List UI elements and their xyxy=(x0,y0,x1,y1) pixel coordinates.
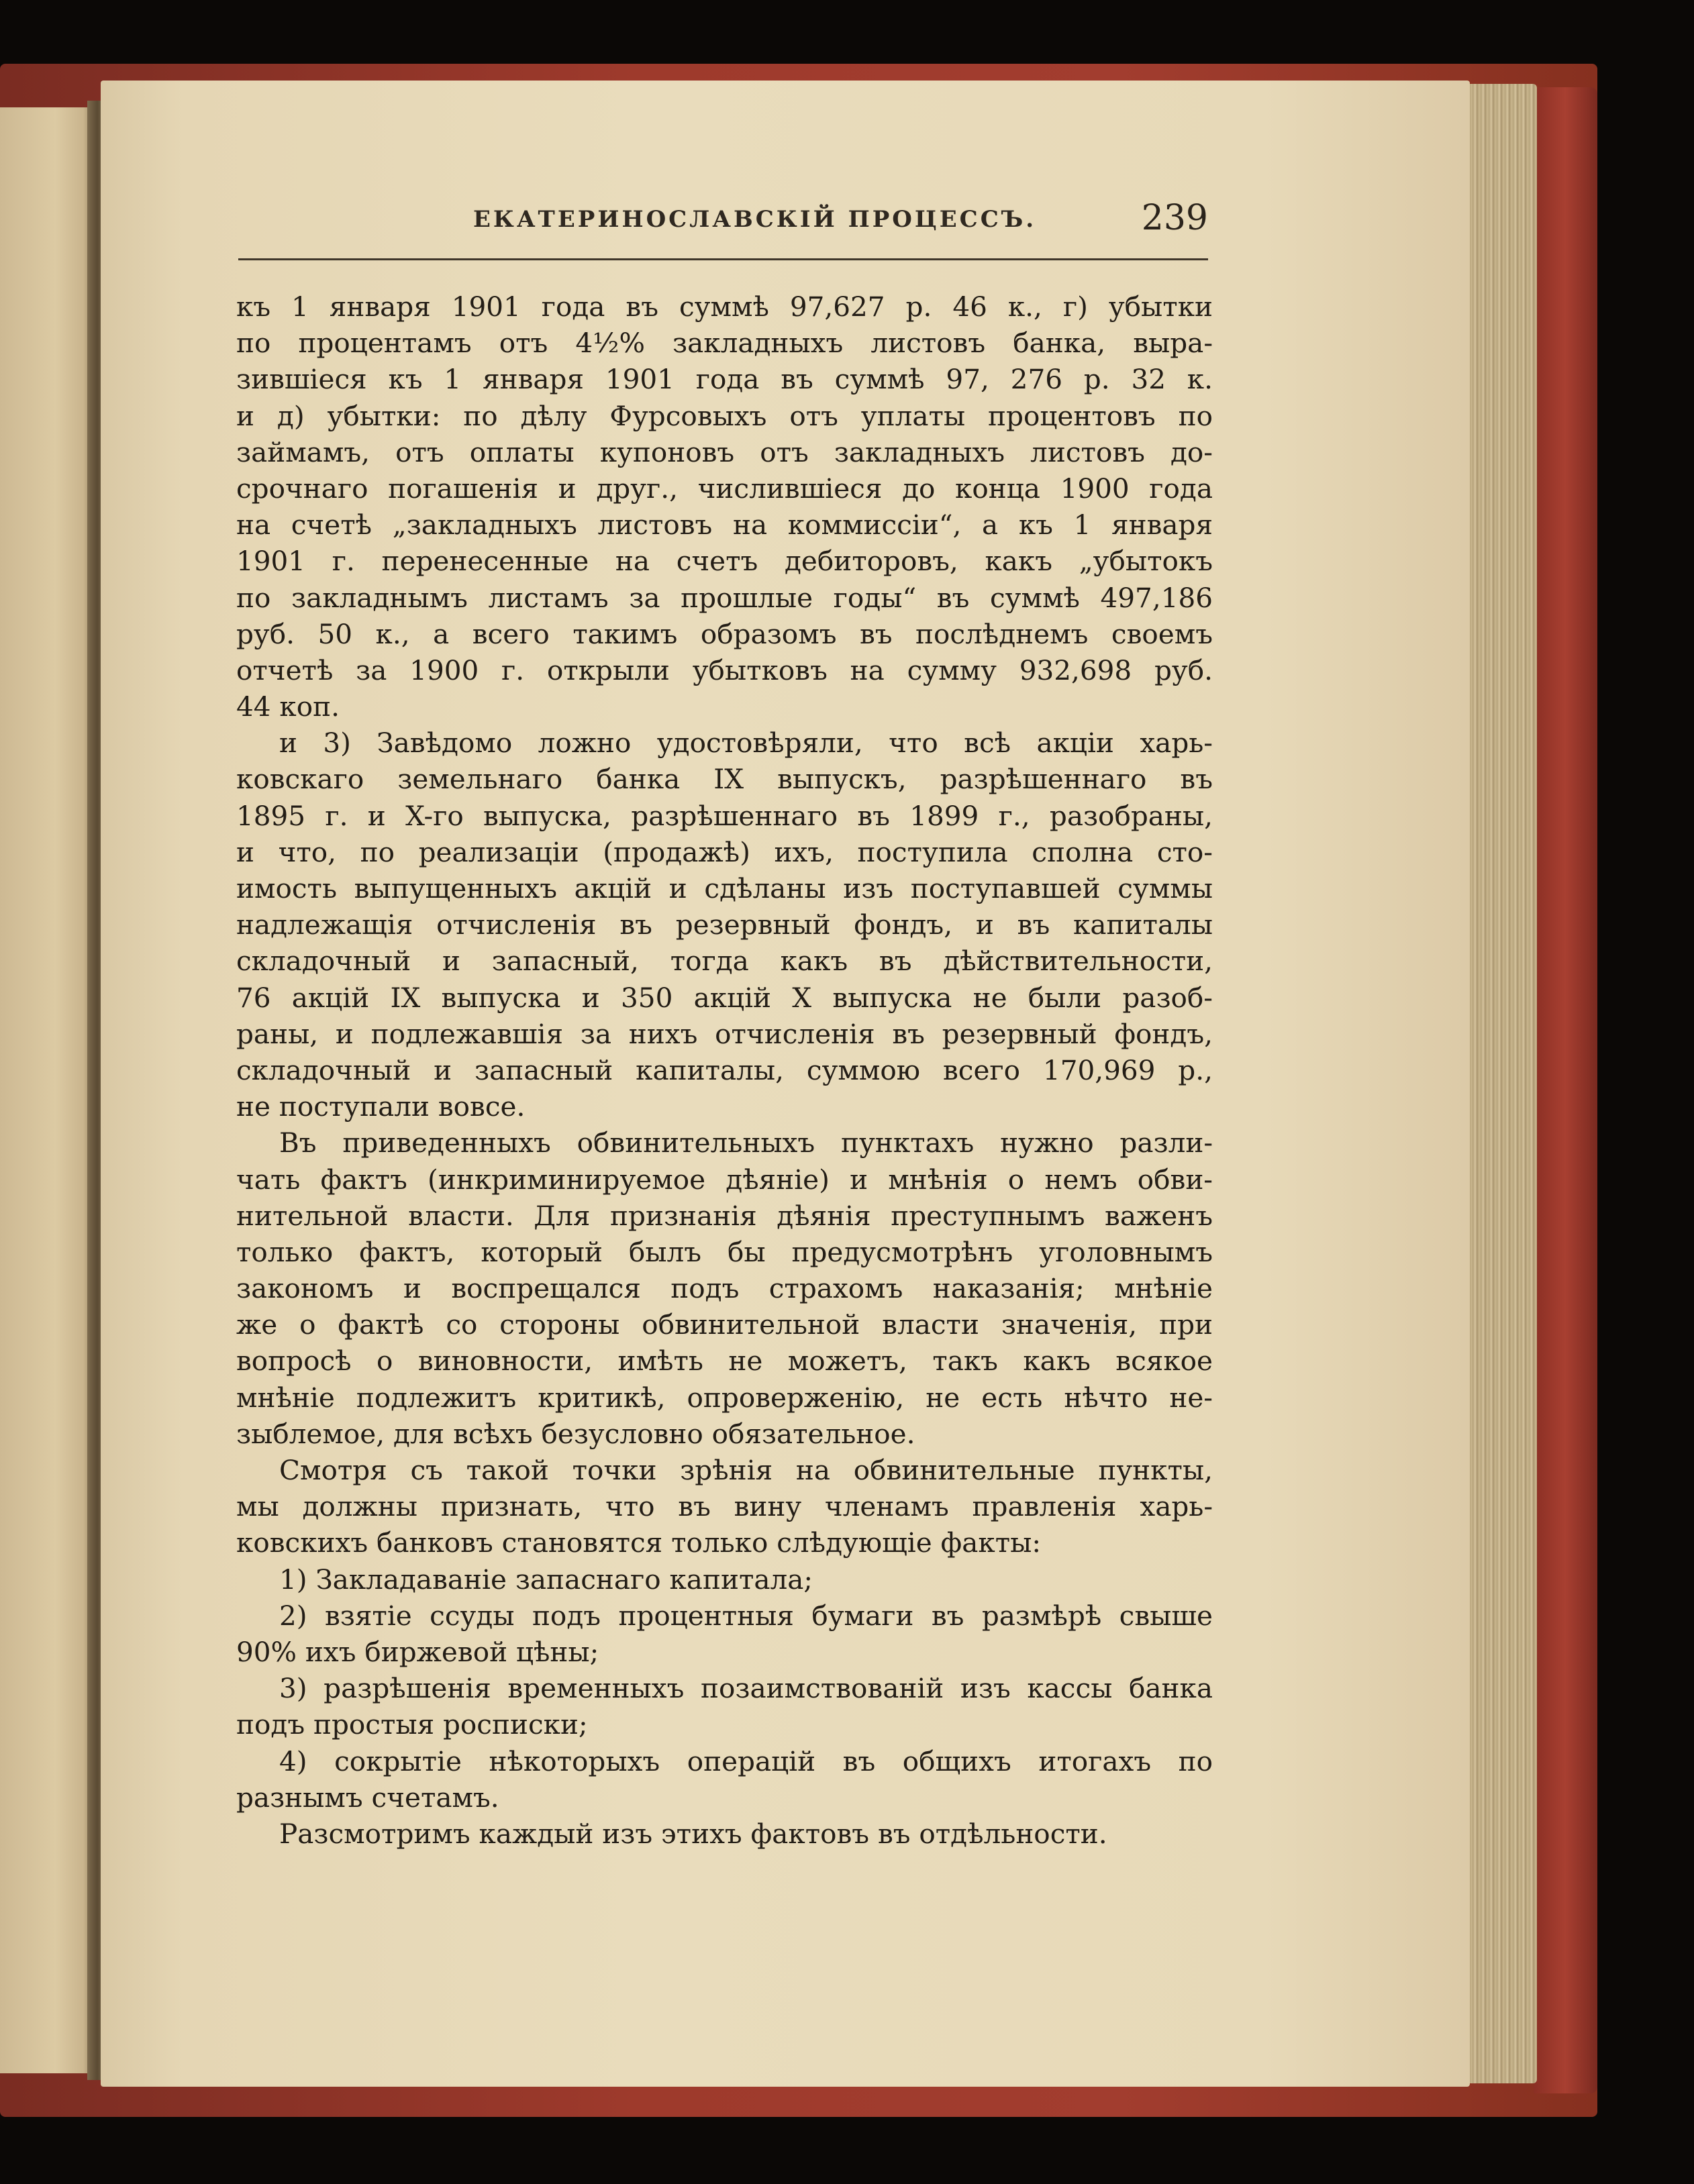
text-line: мы должны признать, что въ вину членамъ правленія харь- xyxy=(236,1490,1213,1523)
text-line: и д) убытки: по дѣлу Фурсовыхъ отъ уплаты процентовъ по xyxy=(236,399,1213,432)
text-line: по закладнымъ листамъ за прошлые годы“ въ суммѣ 497,186 xyxy=(236,581,1213,614)
text-line: 1901 г. перенесенные на счетъ дебиторовъ, какъ „убытокъ xyxy=(236,545,1213,578)
text-line: закономъ и воспрещался подъ страхомъ наказанія; мнѣніе xyxy=(236,1272,1213,1305)
text-line: ковскихъ банковъ становятся только слѣдующіе факты: xyxy=(236,1526,1041,1559)
list-item: 2) взятіе ссуды подъ процентныя бумаги въ размѣрѣ свыше xyxy=(279,1599,1213,1632)
list-item: 4) сокрытіе нѣкоторыхъ операцій въ общихъ итогахъ по xyxy=(279,1745,1213,1777)
text-line: только фактъ, который былъ бы предусмотрѣнъ уголовнымъ xyxy=(236,1235,1213,1268)
paragraph-start: и 3) Завѣдомо ложно удостовѣряли, что всѣ акціи харь- xyxy=(279,727,1213,760)
text-line: по процентамъ отъ 4½% закладныхъ листовъ банка, выра- xyxy=(236,327,1213,360)
text-line: 76 акцій IX выпуска и 350 акцій X выпуска не были разоб- xyxy=(236,981,1213,1014)
text-line: займамъ, отъ оплаты купоновъ отъ закладныхъ листовъ до- xyxy=(236,435,1213,468)
page-edges xyxy=(1463,84,1537,2083)
text-line: не поступали вовсе. xyxy=(236,1090,526,1123)
text-line: нительной власти. Для признанія дѣянія преступнымъ важенъ xyxy=(236,1199,1213,1232)
body-text xyxy=(236,289,1213,1852)
text-line: отчетѣ за 1900 г. открыли убытковъ на сумму 932,698 руб. xyxy=(236,654,1213,686)
text-line: 1895 г. и X-го выпуска, разрѣшеннаго въ 1899 г., разобраны, xyxy=(236,799,1213,832)
text-line: складочный и запасный капиталы, суммою всего 170,969 р., xyxy=(236,1053,1213,1086)
paragraph-start: Въ приведенныхъ обвинительныхъ пунктахъ нужно разли- xyxy=(279,1127,1213,1159)
text-line: и что, по реализаціи (продажѣ) ихъ, поступила сполна сто- xyxy=(236,835,1213,868)
left-page xyxy=(0,107,93,2073)
paragraph-start: Смотря съ такой точки зрѣнія на обвинительные пункты, xyxy=(279,1454,1213,1486)
text-line: раны, и подлежавшія за нихъ отчисленія въ резервный фондъ, xyxy=(236,1017,1213,1050)
list-item: 3) разрѣшенія временныхъ позаимствованій изъ кассы банка xyxy=(279,1672,1213,1705)
text-line: ковскаго земельнаго банка IX выпускъ, разрѣшеннаго въ xyxy=(236,763,1213,796)
text-line: зыблемое, для всѣхъ безусловно обязательное. xyxy=(236,1417,915,1450)
text-line: на счетѣ „закладныхъ листовъ на коммиссіи“, а къ 1 января xyxy=(236,509,1213,541)
list-item: 1) Закладаваніе запаснаго капитала; xyxy=(279,1563,813,1596)
text-line: къ 1 января 1901 года въ суммѣ 97,627 р. 46 к., г) убытки xyxy=(236,291,1213,323)
paragraph-start: Разсмотримъ каждый изъ этихъ фактовъ въ отдѣльности. xyxy=(279,1817,1107,1850)
text-line: зившіеся къ 1 января 1901 года въ суммѣ 97, 276 р. 32 к. xyxy=(236,363,1213,396)
text-line: складочный и запасный, тогда какъ въ дѣйствительности, xyxy=(236,945,1213,978)
text-line: 44 коп. xyxy=(236,690,340,723)
text-line: вопросѣ о виновности, имѣть не можетъ, такъ какъ всякое xyxy=(236,1345,1213,1377)
running-head xyxy=(238,198,1208,260)
text-line: разнымъ счетамъ. xyxy=(236,1781,499,1814)
page-number: 239 xyxy=(1141,198,1208,238)
text-line: же о фактѣ со стороны обвинительной власти значенія, при xyxy=(236,1308,1213,1341)
text-line: имость выпущенныхъ акцій и сдѣланы изъ поступавшей суммы xyxy=(236,872,1213,904)
text-line: 90% ихъ биржевой цѣны; xyxy=(236,1635,599,1668)
book-cover-edge xyxy=(1534,87,1597,2093)
text-line: надлежащія отчисленія въ резервный фондъ, и въ капиталы xyxy=(236,908,1213,941)
text-line: подъ простыя росписки; xyxy=(236,1708,588,1741)
text-line: срочнаго погашенія и друг., числившіеся до конца 1900 года xyxy=(236,472,1213,505)
text-line: мнѣніе подлежитъ критикѣ, опроверженію, не есть нѣчто не- xyxy=(236,1381,1213,1414)
running-title: ЕКАТЕРИНОСЛАВСКІЙ ПРОЦЕССЪ. xyxy=(473,206,1037,233)
text-line: чать фактъ (инкриминируемое дѣяніе) и мнѣнія о немъ обви- xyxy=(236,1163,1213,1196)
text-line: руб. 50 к., а всего такимъ образомъ въ послѣднемъ своемъ xyxy=(236,617,1213,650)
